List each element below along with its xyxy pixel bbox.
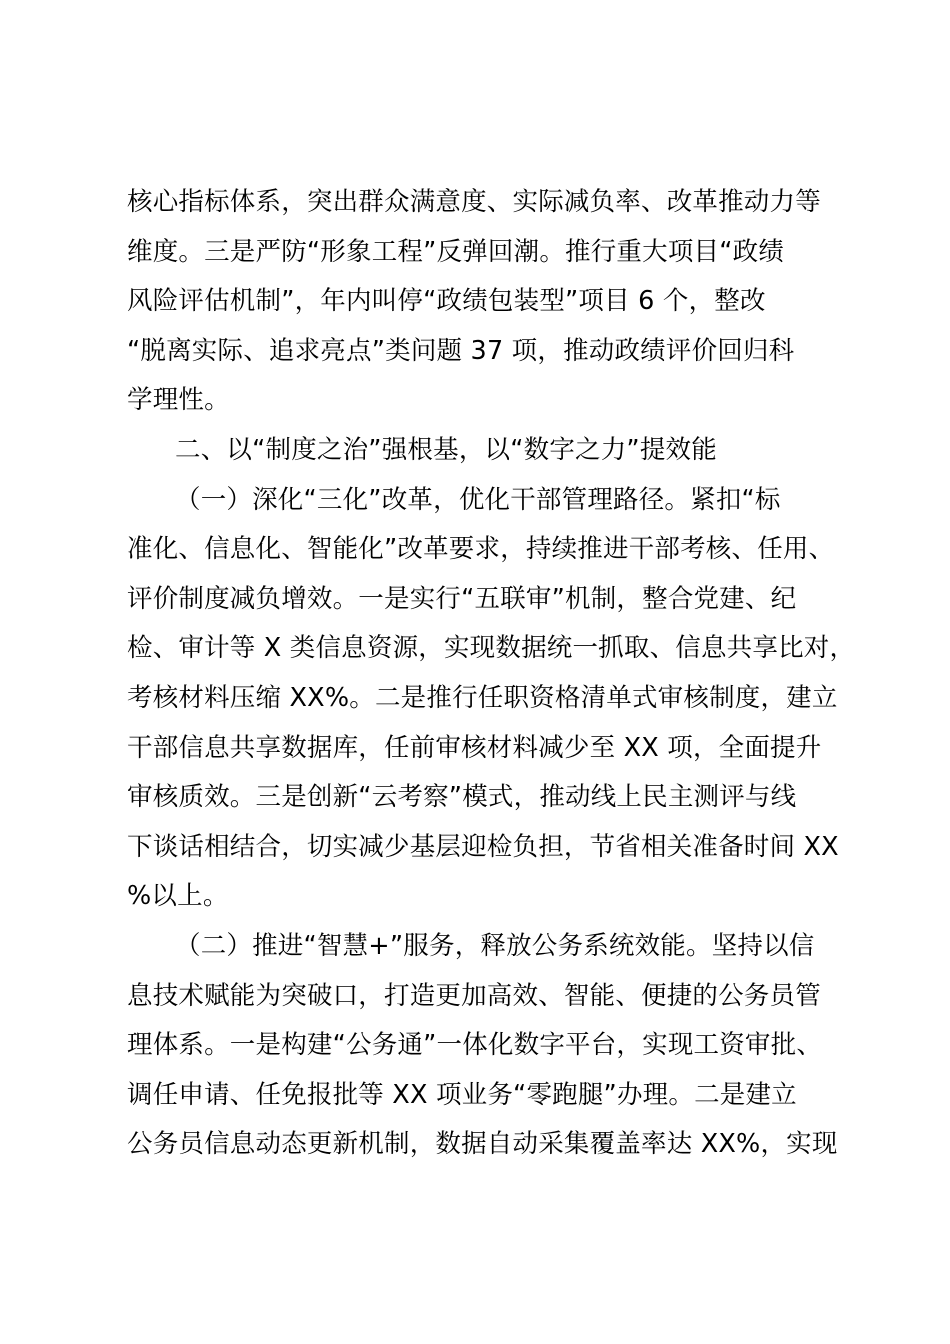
paragraph-line: 评价制度减负增效。一是实行“五联审”机制，整合党建、纪 <box>127 583 797 614</box>
paragraph-line: 公务员信息动态更新机制，数据自动采集覆盖率达 XX%，实现 <box>127 1129 838 1160</box>
paragraph-line: 风险评估机制”，年内叫停“政绩包装型”项目 6 个，整改 <box>127 286 766 317</box>
paragraph-line: 审核质效。三是创新“云考察”模式，推动线上民主测评与线 <box>127 782 797 813</box>
paragraph-line: 学理性。 <box>127 385 230 416</box>
document-body <box>127 178 856 1170</box>
section-heading: 二、以“制度之治”强根基，以“数字之力”提效能 <box>175 434 717 465</box>
subsection-heading-line: （二）推进“智慧+”服务，释放公务系统效能。坚持以信 <box>175 930 815 961</box>
paragraph-line: 检、审计等 X 类信息资源，实现数据统一抓取、信息共享比对， <box>127 633 856 664</box>
paragraph-line: 维度。三是严防“形象工程”反弹回潮。推行重大项目“政绩 <box>127 236 785 267</box>
subsection-heading-line: （一）深化“三化”改革，优化干部管理路径。紧扣“标 <box>175 484 781 515</box>
paragraph-line: 核心指标体系，突出群众满意度、实际减负率、改革推动力等 <box>127 187 821 217</box>
paragraph-line: 准化、信息化、智能化”改革要求，持续推进干部考核、任用、 <box>127 534 835 565</box>
paragraph-line: 息技术赋能为突破口，打造更加高效、智能、便捷的公务员管 <box>127 980 821 1011</box>
paragraph-line: “脱离实际、追求亮点”类问题 37 项，推动政绩评价回归科 <box>127 335 795 366</box>
paragraph-line: 理体系。一是构建“公务通”一体化数字平台，实现工资审批、 <box>127 1030 823 1061</box>
paragraph-line: 下谈话相结合，切实减少基层迎检负担，节省相关准备时间 XX <box>127 831 839 862</box>
paragraph-line: %以上。 <box>127 881 229 912</box>
paragraph-line: 干部信息共享数据库，任前审核材料减少至 XX 项，全面提升 <box>127 732 822 763</box>
paragraph-line: 调任申请、任免报批等 XX 项业务“零跑腿”办理。二是建立 <box>127 1079 797 1110</box>
paragraph-line: 考核材料压缩 XX%。二是推行任职资格清单式审核制度，建立 <box>127 682 838 713</box>
